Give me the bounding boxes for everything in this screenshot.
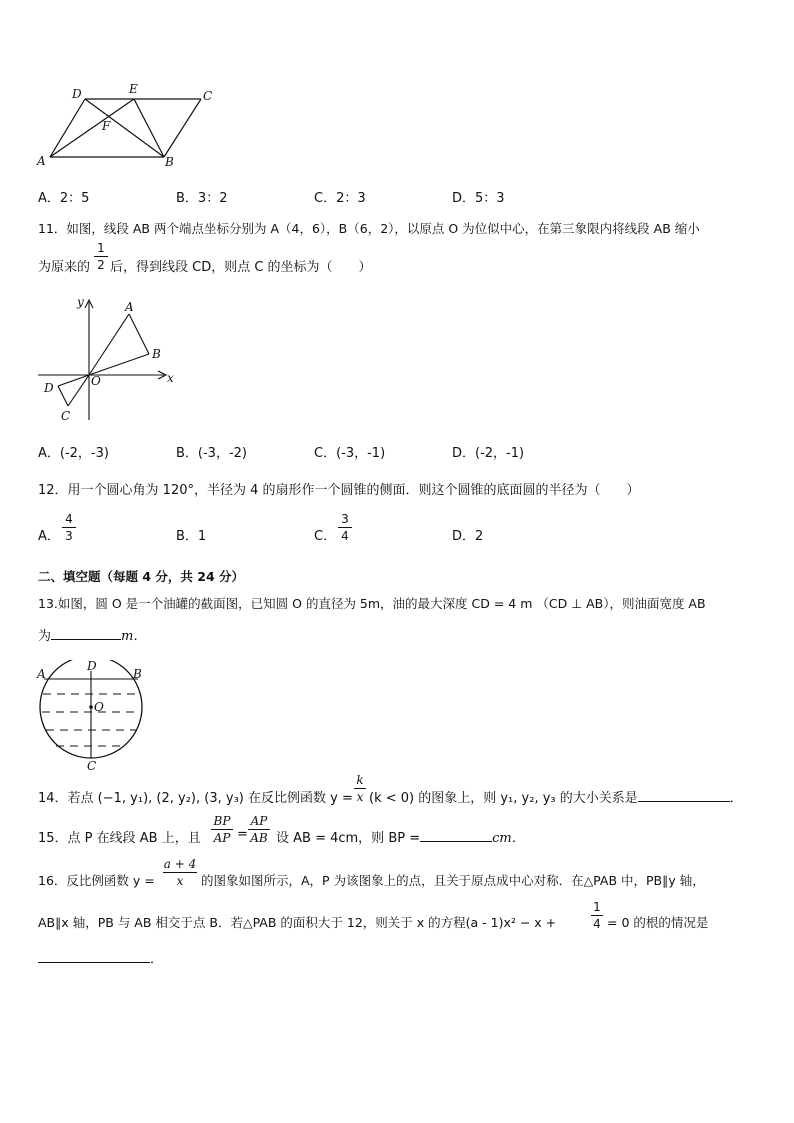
answer-blank[interactable] bbox=[420, 829, 492, 842]
q16-post: 的图象如图所示，A，P 为该图象上的点，且关于原点成中心对称．在△PAB 中，PB∥y 轴， bbox=[201, 873, 705, 888]
label-B: B bbox=[165, 155, 174, 169]
parallelogram-figure bbox=[34, 80, 224, 175]
q12-stem: 12．用一个圆心角为 120°，半径为 4 的扇形作一个圆锥的侧面．则这个圆锥的底面圆的半径为（ ） bbox=[38, 483, 640, 498]
q12-option-c-label: C． bbox=[314, 529, 337, 544]
q15-pre: 15．点 P 在线段 AB 上，且 bbox=[38, 831, 201, 846]
q12-option-a-label: A． bbox=[38, 529, 60, 544]
label-C: C bbox=[203, 89, 213, 103]
q11-stem-line1: 11．如图，线段 AB 两个端点坐标分别为 A（4，6），B（6，2），以原点 O 为位似中心，在第三象限内将线段 AB 缩小 bbox=[38, 221, 700, 236]
q12-option-a-fraction: 4 3 bbox=[62, 513, 76, 542]
answer-blank[interactable] bbox=[638, 789, 730, 802]
label-E: E bbox=[129, 82, 138, 96]
q11-option-c: C．(-3，-1) bbox=[314, 446, 386, 461]
q10-option-b: B．3：2 bbox=[176, 191, 228, 206]
label-C: C bbox=[87, 759, 97, 772]
q13-stem-line1: 13.如图，圆 O 是一个油罐的截面图，已知圆 O 的直径为 5m，油的最大深度 CD = 4 m （CD ⊥ AB），则油面宽度 AB bbox=[38, 596, 706, 611]
q15-fraction-bp-ap: BP AP bbox=[211, 815, 233, 844]
answer-blank[interactable] bbox=[38, 950, 150, 963]
q14-fraction: k x bbox=[354, 774, 366, 803]
q15-post: 设 AB = 4cm，则 BP = cm． bbox=[276, 831, 525, 846]
label-y: y bbox=[77, 295, 84, 309]
q11-option-b: B．(-3，-2) bbox=[176, 446, 247, 461]
q16-pre: 16．反比例函数 y = bbox=[38, 873, 155, 888]
q11-fraction: 1 2 bbox=[94, 242, 108, 271]
q12-option-b: B．1 bbox=[176, 529, 207, 544]
section-heading: 二、填空题（每题 4 分，共 24 分） bbox=[38, 569, 245, 584]
q15-fraction-ap-ab: AP AB bbox=[248, 815, 270, 844]
label-D: D bbox=[44, 381, 54, 395]
q10-option-d: D．5：3 bbox=[452, 191, 505, 206]
q12-option-c-fraction: 3 4 bbox=[338, 513, 352, 542]
label-B: B bbox=[133, 667, 142, 681]
label-A: A bbox=[125, 300, 134, 314]
q13-line2-pre: 为 bbox=[38, 629, 52, 644]
q16-line2-fraction: 1 4 bbox=[591, 901, 603, 930]
q14-pre: 14．若点 (−1, y₁), (2, y₂), (3, y₃) 在反比例函数 y = bbox=[38, 791, 353, 806]
label-x: x bbox=[167, 371, 174, 385]
q16-line2-pre: AB∥x 轴，PB 与 AB 相交于点 B．若△PAB 的面积大于 12，则关于 x 的方程(a - 1)x² − x + bbox=[38, 915, 557, 930]
q16-fraction: a + 4 x bbox=[163, 857, 197, 888]
label-A: A bbox=[37, 667, 46, 681]
label-C: C bbox=[61, 409, 71, 423]
q15-equals: = bbox=[237, 827, 248, 842]
q16-line2-post: = 0 的根的情况是 bbox=[607, 915, 709, 930]
q14-post: (k < 0) 的图象上，则 y₁, y₂, y₃ 的大小关系是 ． bbox=[369, 791, 743, 806]
coordinate-figure bbox=[34, 292, 184, 427]
label-F: F bbox=[102, 119, 111, 133]
label-O: O bbox=[94, 700, 104, 714]
label-D: D bbox=[72, 87, 82, 101]
q13-line2-post: m． bbox=[121, 629, 147, 644]
label-A: A bbox=[37, 154, 46, 168]
label-O: O bbox=[91, 374, 101, 388]
q10-option-a: A．2：5 bbox=[38, 191, 90, 206]
q11-stem-line2-pre: 为原来的 bbox=[38, 260, 91, 275]
oil-tank-figure bbox=[34, 660, 154, 772]
q10-option-c: C．2：3 bbox=[314, 191, 366, 206]
q16-line3: ． bbox=[38, 948, 163, 967]
q13-stem-line2 bbox=[38, 625, 146, 644]
q11-option-a: A．(-2，-3) bbox=[38, 446, 109, 461]
label-B: B bbox=[152, 347, 161, 361]
q11-stem-line2-post: 后，得到线段 CD，则点 C 的坐标为（ ） bbox=[110, 260, 372, 275]
q12-option-d: D．2 bbox=[452, 529, 484, 544]
answer-blank[interactable] bbox=[51, 627, 121, 640]
label-D: D bbox=[87, 660, 97, 673]
q11-option-d: D．(-2，-1) bbox=[452, 446, 525, 461]
